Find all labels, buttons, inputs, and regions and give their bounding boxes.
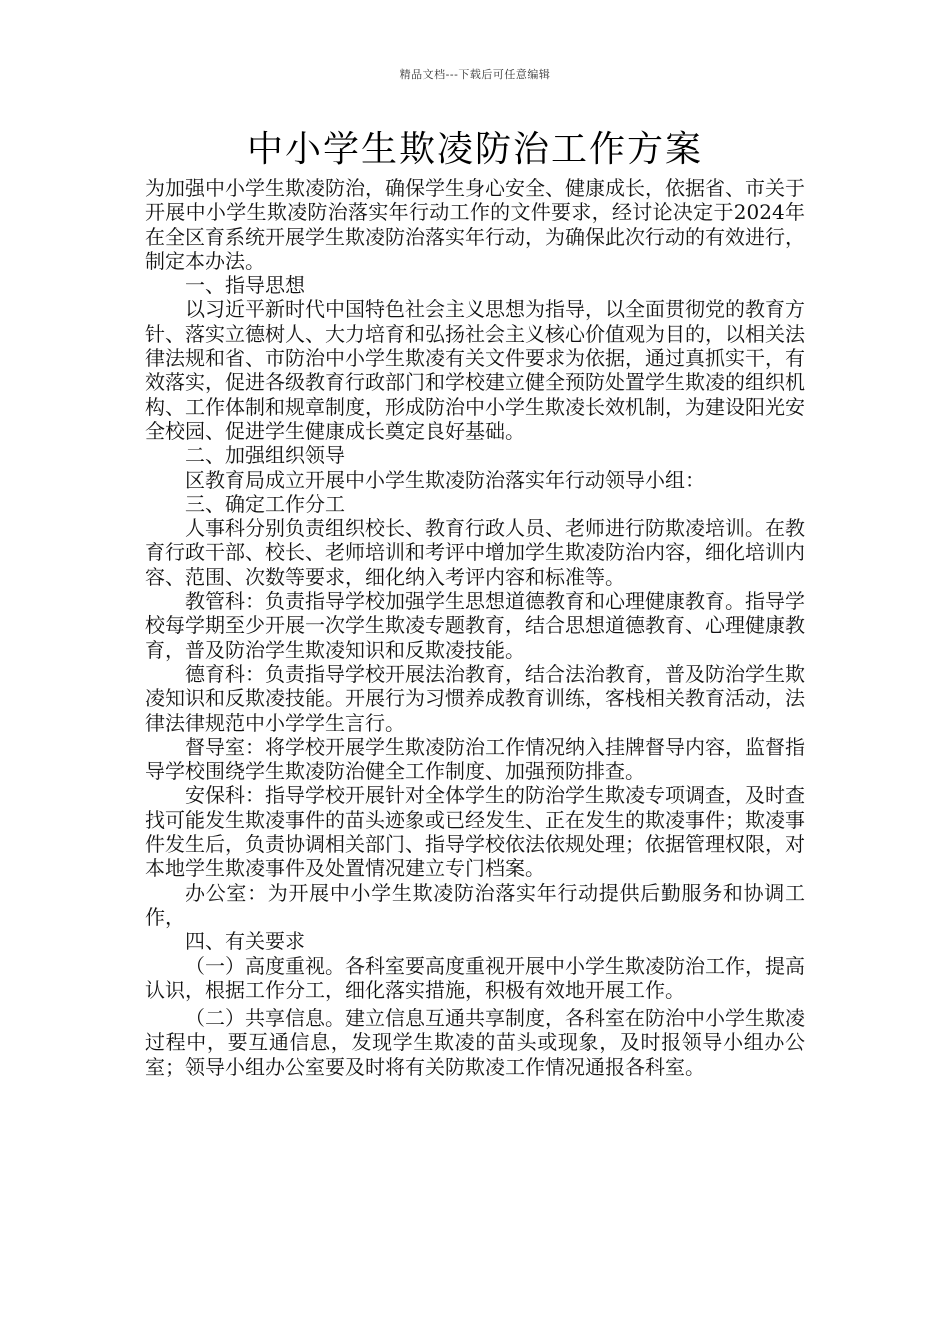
requirement-1-paragraph: （一）高度重视。各科室要高度重视开展中小学生欺凌防治工作，提高认识，根据工作分工，细化落实措施，积极有效地开展工作。 [145,953,805,1002]
section-heading-division-of-work: 三、确定工作分工 [185,491,345,516]
requirement-2-paragraph: （二）共享信息。建立信息互通共享制度，各科室在防治中小学生欺凌过程中，要互通信息，发现学生欺凌的苗头或现象，及时报领导小组办公室；领导小组办公室要及时将有关防欺凌工作情况通报各科室。 [145,1006,805,1079]
supervision-office-paragraph: 督导室：将学校开展学生欺凌防治工作情况纳入挂牌督导内容，监督指导学校围绕学生欺凌防治健全工作制度、加强预防排查。 [145,734,805,784]
header-note: 精品文档---下载后可任意编辑 [399,68,551,81]
general-office-paragraph: 办公室：为开展中小学生欺凌防治落实年行动提供后勤服务和协调工作， [145,880,805,929]
security-dept-paragraph: 安保科：指导学校开展针对全体学生的防治学生欺凌专项调查，及时查找可能发生欺凌事件的苗头迹象或已经发生、正在发生的欺凌事件；欺凌事件发生后，负责协调相关部门、指导学校依法依规处理；依据管理权限，对本地学生欺凌事件及处置情况建立专门档案。 [145,783,805,881]
section-heading-requirements: 四、有关要求 [185,929,305,954]
moral-education-paragraph: 德育科：负责指导学校开展法治教育，结合法治教育，普及防治学生欺凌知识和反欺凌技能。开展行为习惯养成教育训练，客栈相关教育活动，法律法律规范中小学学生言行。 [145,661,805,735]
document-body [145,176,805,1079]
guiding-ideology-paragraph: 以习近平新时代中国特色社会主义思想为指导，以全面贯彻党的教育方针、落实立德树人、大力培育和弘扬社会主义核心价值观为目的，以相关法律法规和省、市防治中小学生欺凌有关文件要求为依据，通过真抓实干，有效落实，促进各级教育行政部门和学校建立健全预防处置学生欺凌的组织机构、工作体制和规章制度，形成防治中小学生欺凌长效机制，为建设阳光安全校园、促进学生健康成长奠定良好基础。 [145,297,805,443]
section-heading-organization: 二、加强组织领导 [185,443,345,468]
document-title: 中小学生欺凌防治工作方案 [246,129,703,170]
section-heading-guiding-ideology: 一、指导思想 [185,273,305,298]
personnel-dept-paragraph: 人事科分别负责组织校长、教育行政人员、老师进行防欺凌培训。在教育行政干部、校长、老师培训和考评中增加学生欺凌防治内容，细化培训内容、范围、次数等要求，细化纳入考评内容和标准等。 [145,516,805,589]
intro-paragraph: 为加强中小学生欺凌防治，确保学生身心安全、健康成长，依据省、市关于开展中小学生欺凌防治落实年行动工作的文件要求，经讨论决定于2024年在全区育系统开展学生欺凌防治落实年行动，为确保此次行动的有效进行，制定本办法。 [145,176,805,273]
education-mgmt-paragraph: 教管科：负责指导学校加强学生思想道德教育和心理健康教育。指导学校每学期至少开展一次学生欺凌专题教育，结合思想道德教育、心理健康教育，普及防治学生欺凌知识和反欺凌技能。 [145,589,805,662]
organization-paragraph: 区教育局成立开展中小学生欺凌防治落实年行动领导小组： [185,467,705,492]
